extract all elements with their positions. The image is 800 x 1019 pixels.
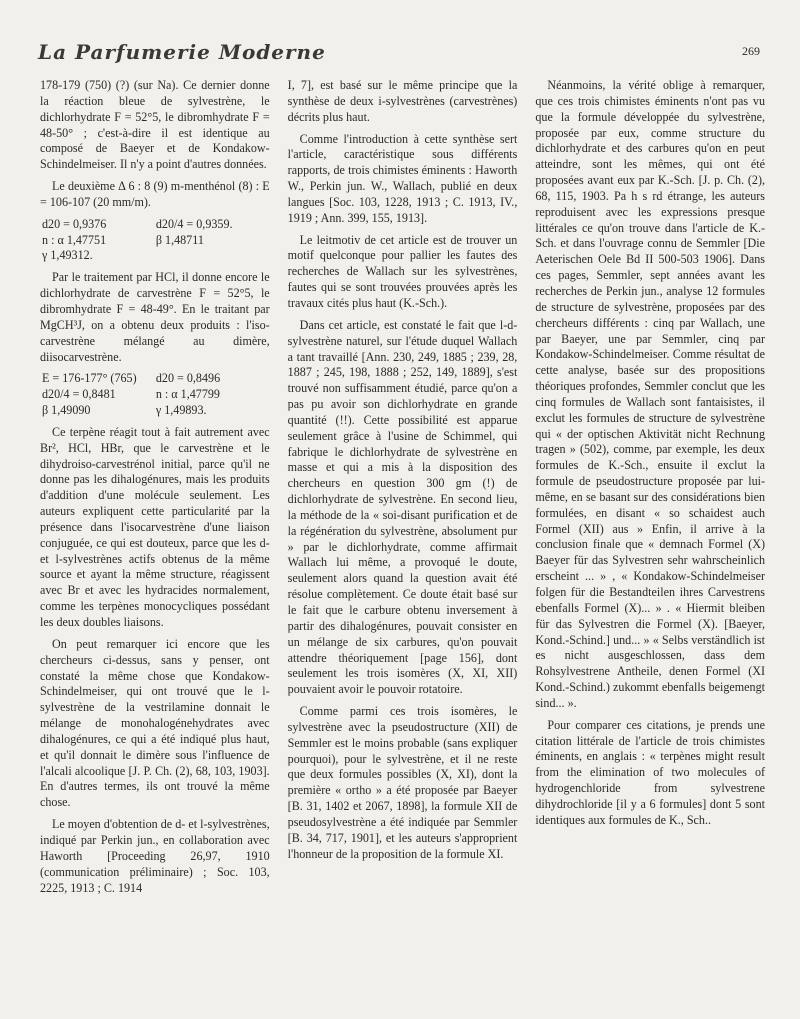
formula-value: n : α 1,47799 bbox=[155, 387, 220, 402]
formula-value: d20/4 = 0,9359. bbox=[155, 216, 233, 231]
paragraph: Comme parmi ces trois isomères, le sylvestrène avec la pseudostructure (XII) de Semmler est le moins probable (sans expliquer pourquoi), pour le sylvestrène, et il ne reste que deux formules possibles (X, XI), dont la première « ortho » a été proposée par Baeyer [B. 31, 1402 et 2067, 1898], la formule XII de pseudosylvestrène a été indiquée par Semmler [B. 34, 717, 1901], et les auteurs s'approprient l'honneur de la proposition de la formule XI. bbox=[287, 704, 518, 861]
formula-value: d20 = 0,9376 bbox=[42, 216, 107, 231]
page-number: 269 bbox=[742, 44, 760, 58]
paragraph: On peut remarquer ici encore que les chercheurs ci-dessus, sans y penser, ont constaté la même chose que Kondakow-Schindelmeiser, qui ont trouvé que le l-sylvestrène de la vestrilamine donnait le mélange de monohalogénehydrates avec dihalogénures, ce qui a été indiqué plus haut, et qu'il donnait le dimère sous l'influence de l'alcali alcoolique [J. P. Ch. (2), 68, 103, 1903]. En d'autres termes, ils ont trouvé la même chose. bbox=[40, 636, 270, 810]
paragraph: Ce terpène réagit tout à fait autrement avec Br², HCl, HBr, que le carvestrène et le dihydroiso-carvestrénol initial, parce qu'il ne donne pas les dihalogénures, mais les produits d'addition d'une molécule seulement. Les auteurs expliquent cette particularité par la présence dans l'isocarvestrène d'une liaison conjuguée, ce qui est douteux, parce que les d- et l-sylvestrènes actifs obtenus de la même source et ayant la même structure, réagissent avec Br et avec les hydracides normalement, comme les terpènes monocycliques possédant les deux doubles liaisons. bbox=[40, 424, 270, 629]
formula-value: E = 176-177° (765) bbox=[42, 371, 137, 386]
formula-block bbox=[40, 217, 270, 265]
formula-value: n : α 1,47751 bbox=[42, 232, 107, 247]
column-3 bbox=[535, 78, 765, 902]
paragraph: Comme l'introduction à cette synthèse sert l'article, caractéristique sous différents rapports, de trois chimistes éminents : Haworth W., Perkin jun. W., Wallach, publié en deux langues [Soc. 103, 1228, 1913 ; C. 1913, IV., 1919 ; Ann. 399, 155, 1913]. bbox=[287, 131, 518, 225]
formula-value: γ 1,49312. bbox=[42, 248, 93, 263]
formula-block bbox=[40, 371, 270, 419]
formula-value: d20 = 0,8496 bbox=[155, 371, 221, 386]
article-body bbox=[40, 78, 765, 902]
paragraph: Néanmoins, la vérité oblige à remarquer, que ces trois chimistes éminents n'ont pas vu que la formule développée du sylvestrène, proposée par eux, comme structure du dichlorhydrate et des carbures qu'on en peut atteindre, sont les mêmes, qui ont été proposées avant eux par K.-Sch. [J. p. Ch. (2), 68, 115, 1903. Pa h s rd étrange, les auteurs reproduisent avec les expressions presque littérales ce qu'on trouve dans l'article de K.-Sch. et dans l'ouvrage connu de Semmler [Die Aeterischen Oele Bd II 500-503 1906]. Dans ces pages, Semmler, sept années avant les recherches de Perkin jun., analyse 12 formules de structure de sylvestrène, proposées par des chercheurs différents : cinq par Wallach, une par Baeyer, une par Semmler, cinq par Kondakow-Schindelmeiser. Comme résultat de cette analyse, basée sur des propositions théoriques profondes, Semmler conclut que les cinq formules de Wallach sont fantaisistes, il exclut les formules de structure de sylvestrène qui « der optischen Aktivität nicht Rechnung tragen » (502), comme, par exemple, les deux formules de K.-Sch., ensuite il exclut la formule de pseudostructure proposée par lui-même, en se basant sur des considérations bien formulées, en disant « so schaidest auch Formel (XII) aus » Enfin, il arrive à la conclusion finale que « demnach Formel (X) Baeyer für das Sylvestren sehr wahrscheinlich erscheint ... » , « Kondakow-Schindelmeiser folgen für die Bestandteilen ihres Carvestrens ebenfalls Formel (X)... » . « Hiermit bleiben für das Sylvestren die Formel (X). [Baeyer, Kond.-Schind.] und... » « Selbs verständlich ist es nicht ausgeschlossen, dass dem Rohsylvestrene Antheile, denen Formel (XI Kond.-Schind.) zukommt ebenfalls beigemengt sind... ». bbox=[535, 78, 766, 710]
paragraph: 178-179 (750) (?) (sur Na). Ce dernier donne la réaction bleue de sylvestrène, le dichlorhydrate F = 52°5, le dibromhydrate F = 48-50° ; c'est-à-dire il est identique au composé de Baeyer et de Kondakow-Schindelmeiser. Il n'y a point d'autres données. bbox=[40, 78, 270, 172]
formula-value: γ 1,49893. bbox=[155, 403, 207, 418]
paragraph: Par le traitement par HCl, il donne encore le dichlorhydrate de carvestrène F = 52°5, le dibromhydrate F = 48-49°. En le traitant par MgCH³J, on a obtenu deux produits : l'iso-carvestrène mélangé au dimère, diisocarvestrène. bbox=[40, 270, 270, 364]
paragraph: Dans cet article, est constaté le fait que l-d- sylvestrène naturel, sur l'étude duquel Wallach a tant travaillé [Ann. 230, 249, 1885 ; 239, 28, 1887 ; 245, 198, 1888 ; 252, 149, 1889], s'est trouvé non suffisamment étudié, parce qu'on a pas pu avoir son dichlorhydrate en grande quantité (!!). Cette possibilité est apparue seulement grâce à l'usine de Schimmel, qui fabrique le dichlorhydrate de sylvestrène en masse et qui a mis à la disposition des chercheurs en question 300 gm (!) de dichlorhydrate de sylvestrène. En second lieu, la méthode de la « soi-disant purification et de la régénération du sylvestrène, absolument pur » par le dichlorhydrate, comme affirmait Wallach lui même, a provoqué le doute, seulement alors quand la question avait été résolue complètement. Ce doute était basé sur le fait que le carbure obtenu inversement à partir des dihalogénures, pouvait consister en un mélange de six carbures, qu'on pouvait attendre théoriquement [page 156], dont seulement les trois isomères (X, XI, XII) pouvaient avoir le pouvoir rotatoire. bbox=[287, 317, 518, 697]
paragraph: Le deuxième Δ 6 : 8 (9) m-menthénol (8) : E = 106-107 (20 mm/m). bbox=[40, 179, 270, 209]
paragraph: Pour comparer ces citations, je prends une citation littérale de l'article de trois chimistes éminents, en anglais : « terpènes might result from the elimination of two molecules of hydrogenchloride from sylvestrene dihydrochloride [il y a 6 formules] dont 5 sont identiques aux formules de K., Sch.. bbox=[535, 717, 766, 827]
column-1 bbox=[40, 78, 270, 902]
page-header bbox=[38, 40, 760, 70]
journal-masthead: La Parfumerie Moderne bbox=[38, 40, 326, 64]
column-2 bbox=[288, 78, 518, 902]
formula-value: d20/4 = 0,8481 bbox=[42, 387, 116, 402]
paragraph: I, 7], est basé sur le même principe que la synthèse de deux i-sylvestrènes (carvestrènes) décrits plus haut. bbox=[287, 78, 518, 124]
formula-value: β 1,49090 bbox=[42, 403, 91, 418]
paragraph: Le leitmotiv de cet article est de trouver un motif quelconque pour pallier les fautes des recherches de Wallach sur les sylvestrènes, fautes qui se sont trouvées prouvées après les travaux cités plus haut (K.-Sch.). bbox=[287, 232, 518, 310]
formula-value: β 1,48711 bbox=[155, 232, 204, 247]
paragraph: Le moyen d'obtention de d- et l-sylvestrènes, indiqué par Perkin jun., en collaboration avec Haworth [Proceeding 26,97, 1910 (communication préliminaire) ; Soc. 103, 2225, 1913 ; C. 1914 bbox=[40, 817, 270, 895]
